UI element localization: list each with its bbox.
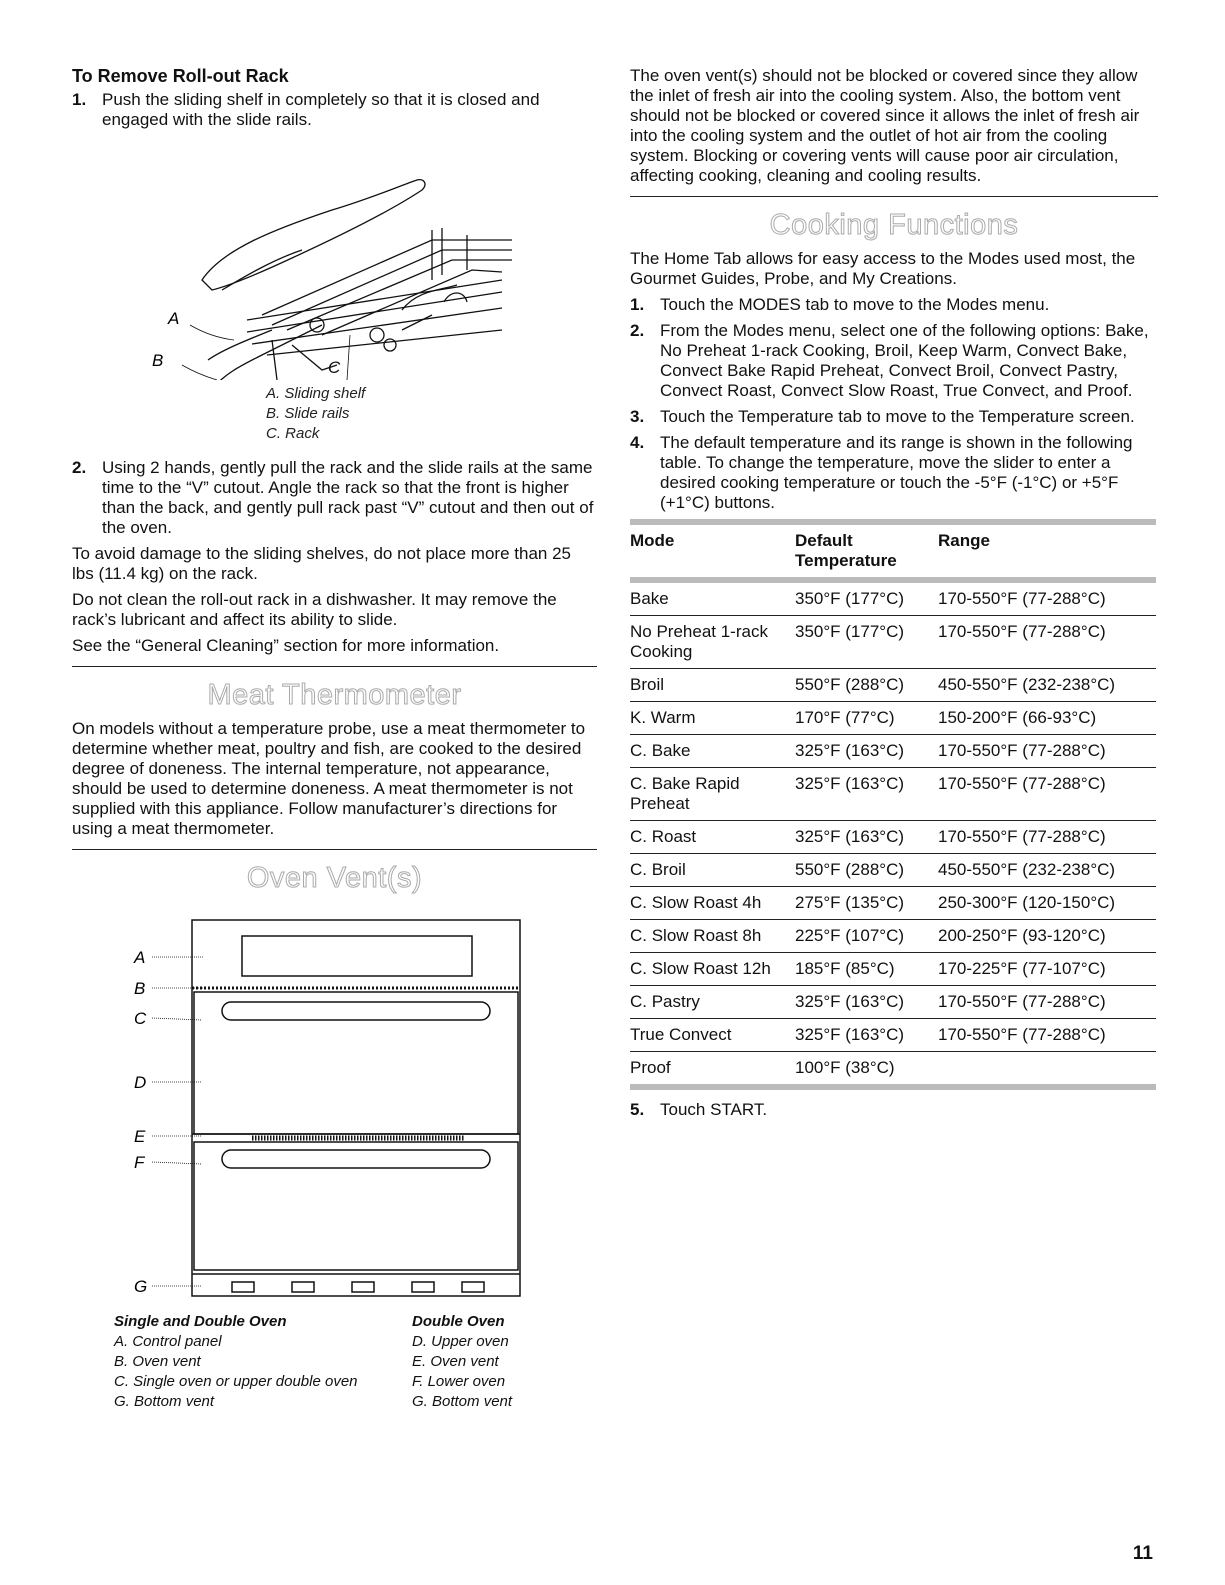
table-row <box>630 735 1156 768</box>
cell-default-temperature: 325°F (163°C) <box>795 821 938 854</box>
vent-label-a: A <box>134 948 146 967</box>
legend-item: D. Upper oven <box>412 1333 509 1350</box>
cell-mode: C. Pastry <box>630 986 795 1019</box>
cell-default-temperature: 325°F (163°C) <box>795 735 938 768</box>
table-row <box>630 1019 1156 1052</box>
cell-mode: C. Slow Roast 12h <box>630 953 795 986</box>
cooking-functions-title: Cooking Functions <box>769 209 1019 241</box>
legend-item: F. Lower oven <box>412 1373 506 1390</box>
rack-label-b: B <box>152 351 164 370</box>
section-divider <box>630 196 1158 197</box>
vent-label-c: C <box>134 1009 147 1028</box>
legend-item: G. Bottom vent <box>412 1393 513 1410</box>
cell-default-temperature: 225°F (107°C) <box>795 920 938 953</box>
oven-vent-legend <box>114 1312 597 1412</box>
cell-mode: C. Bake Rapid Preheat <box>630 768 795 821</box>
step-number: 2. <box>72 458 87 477</box>
table-row <box>630 920 1156 953</box>
table-row <box>630 854 1156 887</box>
caption-line: A. Sliding shelf <box>266 385 366 402</box>
remove-rack-heading: To Remove Roll-out Rack <box>72 66 289 86</box>
legend-item: C. Single oven or upper double oven <box>114 1373 358 1390</box>
cell-range: 450-550°F (232-238°C) <box>938 669 1156 702</box>
page-number: 11 <box>1132 1543 1153 1564</box>
cell-default-temperature: 185°F (85°C) <box>795 953 938 986</box>
table-row <box>630 887 1156 920</box>
temperature-table <box>630 519 1156 1090</box>
paragraph-avoid-damage: To avoid damage to the sliding shelves, do not place more than 25 lbs (11.4 kg) on the rack. <box>72 544 571 583</box>
caption-line: B. Slide rails <box>266 405 350 422</box>
step-number: 5. <box>630 1100 645 1119</box>
cell-range: 170-550°F (77-288°C) <box>938 735 1156 768</box>
cell-mode: K. Warm <box>630 702 795 735</box>
table-row <box>630 616 1156 669</box>
cell-range: 170-550°F (77-288°C) <box>938 1019 1156 1052</box>
cell-range: 170-550°F (77-288°C) <box>938 986 1156 1019</box>
step-text: The default temperature and its range is shown in the following table. To change the temperature, move the slider to enter a desired cooking temperature or touch the -5°F (-1°C) or +5°F (+1°C) buttons. <box>660 433 1133 512</box>
legend-item: G. Bottom vent <box>114 1393 215 1410</box>
table-row <box>630 1052 1156 1088</box>
cell-range: 250-300°F (120-150°C) <box>938 887 1156 920</box>
cell-mode: Bake <box>630 580 795 616</box>
cell-default-temperature: 325°F (163°C) <box>795 768 938 821</box>
rack-label-c: C <box>328 358 341 377</box>
header-mode: Mode <box>630 522 795 580</box>
rack-drawing <box>72 140 597 380</box>
legend-single-double <box>114 1312 412 1412</box>
step-text: Using 2 hands, gently pull the rack and the slide rails at the same time to the “V” cutout. Angle the rack so that the front is higher than the back, and gently pull rack past “V” cutout and then out of the oven. <box>102 458 594 537</box>
vent-label-f: F <box>134 1153 145 1172</box>
meat-thermometer-text: On models without a temperature probe, use a meat thermometer to determine whether meat, poultry and fish, are cooked to the desired degree of doneness. The internal temperature, not appearance, should be used to determine doneness. A meat thermometer is not supplied with this appliance. Follow manufacturer’s directions for using a meat thermometer. <box>72 719 586 838</box>
cell-default-temperature: 550°F (288°C) <box>795 854 938 887</box>
vent-label-e: E <box>134 1127 146 1146</box>
section-divider <box>72 849 597 850</box>
step-item <box>630 295 1158 315</box>
cell-mode: C. Roast <box>630 821 795 854</box>
cell-default-temperature: 350°F (177°C) <box>795 580 938 616</box>
step-number: 3. <box>630 407 645 426</box>
header-range: Range <box>938 522 1156 580</box>
oven-vent-diagram <box>72 902 597 1308</box>
cell-mode: No Preheat 1-rack Cooking <box>630 616 795 669</box>
section-divider <box>72 666 597 667</box>
cell-default-temperature: 275°F (135°C) <box>795 887 938 920</box>
legend-double <box>412 1312 512 1412</box>
header-default-temperature: Default Temperature <box>795 522 938 580</box>
cell-range <box>938 1052 1156 1088</box>
cell-mode: C. Slow Roast 8h <box>630 920 795 953</box>
step-text: Touch the MODES tab to move to the Modes menu. <box>660 295 1050 314</box>
step-number: 2. <box>630 321 645 340</box>
left-column <box>72 66 597 1412</box>
cell-range: 170-225°F (77-107°C) <box>938 953 1156 986</box>
legend-heading: Double Oven <box>412 1313 505 1330</box>
step-item <box>72 90 597 130</box>
cell-default-temperature: 325°F (163°C) <box>795 1019 938 1052</box>
table-row <box>630 953 1156 986</box>
step-text: Push the sliding shelf in completely so that it is closed and engaged with the slide rails. <box>102 90 540 129</box>
oven-vents-title: Oven Vent(s) <box>246 862 423 894</box>
table-row <box>630 702 1156 735</box>
table-row <box>630 986 1156 1019</box>
table-body <box>630 580 1156 1087</box>
legend-item: A. Control panel <box>114 1333 222 1350</box>
cell-range: 450-550°F (232-238°C) <box>938 854 1156 887</box>
cell-default-temperature: 170°F (77°C) <box>795 702 938 735</box>
cell-mode: True Convect <box>630 1019 795 1052</box>
rack-illustration <box>72 140 597 380</box>
step-item <box>630 321 1158 401</box>
vent-label-b: B <box>134 979 146 998</box>
remove-steps-1 <box>72 90 597 130</box>
vent-paragraph: The oven vent(s) should not be blocked or covered since they allow the inlet of fresh air into the cooling system. Also, the bottom vent should not be blocked or covered since it allows the inlet of fresh air into the cooling system and the outlet of hot air from the cooling system. Blocking or covering vents will cause poor air circulation, affecting cooking, cleaning and cooling results. <box>630 66 1140 185</box>
vent-label-d: D <box>134 1073 147 1092</box>
cell-mode: C. Slow Roast 4h <box>630 887 795 920</box>
step-item <box>72 458 597 538</box>
cell-mode: Proof <box>630 1052 795 1088</box>
table-row <box>630 669 1156 702</box>
rack-caption <box>266 384 597 444</box>
cell-default-temperature: 350°F (177°C) <box>795 616 938 669</box>
step-item <box>630 1100 1158 1120</box>
meat-thermometer-title: Meat Thermometer <box>207 679 462 711</box>
cell-default-temperature: 100°F (38°C) <box>795 1052 938 1088</box>
caption-line: C. Rack <box>266 425 320 442</box>
step-number: 1. <box>72 90 87 109</box>
rack-label-a: A <box>168 309 180 328</box>
cell-range: 170-550°F (77-288°C) <box>938 580 1156 616</box>
paragraph-see-cleaning: See the “General Cleaning” section for more information. <box>72 636 500 655</box>
cell-mode: Broil <box>630 669 795 702</box>
step-text: Touch the Temperature tab to move to the Temperature screen. <box>660 407 1135 426</box>
cell-range: 170-550°F (77-288°C) <box>938 768 1156 821</box>
paragraph-dishwasher: Do not clean the roll-out rack in a dishwasher. It may remove the rack’s lubricant and affect its ability to slide. <box>72 590 557 629</box>
oven-drawing <box>72 902 597 1308</box>
table-row <box>630 580 1156 616</box>
table-header-row <box>630 522 1156 580</box>
cooking-intro: The Home Tab allows for easy access to the Modes used most, the Gourmet Guides, Probe, and My Creations. <box>630 249 1136 288</box>
table-row <box>630 768 1156 821</box>
right-column <box>630 66 1158 1126</box>
legend-heading: Single and Double Oven <box>114 1313 287 1330</box>
cell-default-temperature: 550°F (288°C) <box>795 669 938 702</box>
cell-mode: C. Bake <box>630 735 795 768</box>
cell-range: 170-550°F (77-288°C) <box>938 821 1156 854</box>
legend-item: B. Oven vent <box>114 1353 201 1370</box>
step-number: 1. <box>630 295 645 314</box>
table-row <box>630 821 1156 854</box>
cooking-steps-final <box>630 1100 1158 1120</box>
cooking-steps <box>630 295 1158 513</box>
cell-range: 170-550°F (77-288°C) <box>938 616 1156 669</box>
step-item <box>630 433 1158 513</box>
vent-label-g: G <box>134 1277 148 1296</box>
step-number: 4. <box>630 433 645 452</box>
cell-mode: C. Broil <box>630 854 795 887</box>
cell-range: 150-200°F (66-93°C) <box>938 702 1156 735</box>
step-text: From the Modes menu, select one of the following options: Bake, No Preheat 1-rack Cooking, Broil, Keep Warm, Convect Bake, Convect Bake Rapid Preheat, Convect Broil, Convect Pastry, Convect Roast, Convect Slow Roast, True Convect, and Proof. <box>660 321 1149 400</box>
step-text: Touch START. <box>660 1100 768 1119</box>
cell-default-temperature: 325°F (163°C) <box>795 986 938 1019</box>
cell-range: 200-250°F (93-120°C) <box>938 920 1156 953</box>
step-item <box>630 407 1158 427</box>
remove-steps-2 <box>72 458 597 538</box>
legend-item: E. Oven vent <box>412 1353 499 1370</box>
